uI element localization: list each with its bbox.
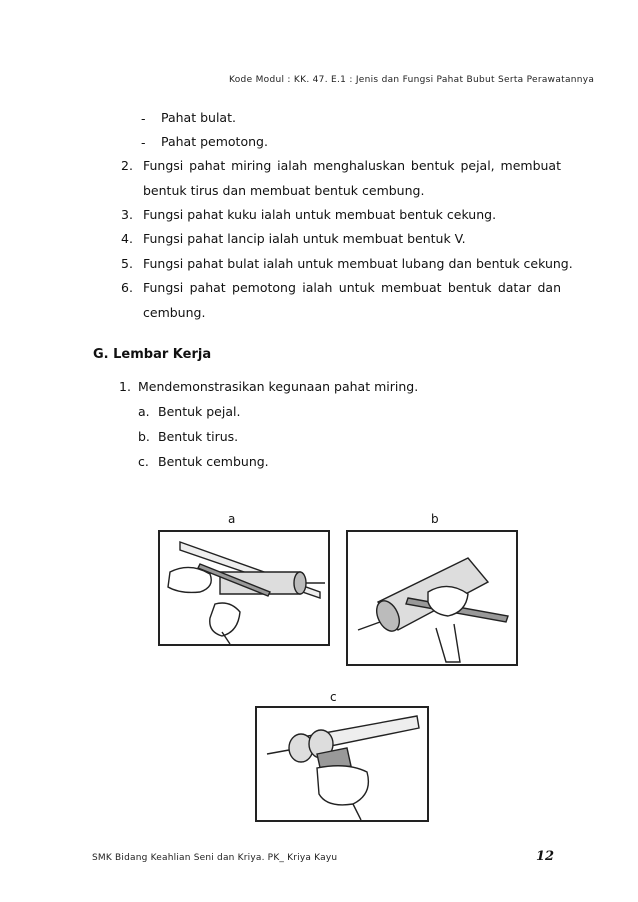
list-item-text: Fungsi pahat pemotong ialah untuk membuat bentuk datar dan xyxy=(143,280,561,295)
figure-label-a: a xyxy=(228,512,236,526)
list-number: 2. xyxy=(121,158,133,173)
figure-label-c: c xyxy=(330,690,337,704)
dash-bullet: - xyxy=(141,135,146,150)
list-number: 3. xyxy=(121,207,133,222)
list-item: Pahat pemotong. xyxy=(161,134,268,149)
list-item-text: Fungsi pahat kuku ialah untuk membuat bentuk cekung. xyxy=(143,207,497,222)
list-number: 6. xyxy=(121,280,133,295)
list-item-text: Fungsi pahat bulat ialah untuk membuat lubang dan bentuk cekung. xyxy=(143,256,573,271)
list-item-text-continued: cembung. xyxy=(143,305,206,320)
section-title: G. Lembar Kerja xyxy=(93,347,212,362)
running-header: Kode Modul : KK. 47. E.1 : Jenis dan Fungsi Pahat Bubut Serta Perawatannya xyxy=(229,75,595,85)
page-number: 12 xyxy=(536,849,555,864)
subitem-letter: a. xyxy=(138,404,150,419)
dash-bullet: - xyxy=(141,111,146,126)
worksheet-text: Mendemonstrasikan kegunaan pahat miring. xyxy=(138,379,419,394)
figure-c-illustration xyxy=(255,706,429,822)
subitem-text: Bentuk tirus. xyxy=(158,429,239,444)
list-item-text: Fungsi pahat lancip ialah untuk membuat bentuk V. xyxy=(143,231,466,246)
figure-b-illustration xyxy=(346,530,518,666)
list-item-text-continued: bentuk tirus dan membuat bentuk cembung. xyxy=(143,183,425,198)
list-item-text: Fungsi pahat miring ialah menghaluskan bentuk pejal, membuat xyxy=(143,158,561,173)
worksheet-number: 1. xyxy=(119,379,131,394)
subitem-text: Bentuk cembung. xyxy=(158,454,269,469)
figure-label-b: b xyxy=(431,512,439,526)
subitem-letter: b. xyxy=(138,429,150,444)
list-item: Pahat bulat. xyxy=(161,110,236,125)
list-number: 4. xyxy=(121,231,133,246)
footer-text: SMK Bidang Keahlian Seni dan Kriya. PK_ Kriya Kayu xyxy=(92,853,338,863)
subitem-letter: c. xyxy=(138,454,149,469)
figure-a-illustration xyxy=(158,530,330,646)
list-number: 5. xyxy=(121,256,133,271)
subitem-text: Bentuk pejal. xyxy=(158,404,241,419)
